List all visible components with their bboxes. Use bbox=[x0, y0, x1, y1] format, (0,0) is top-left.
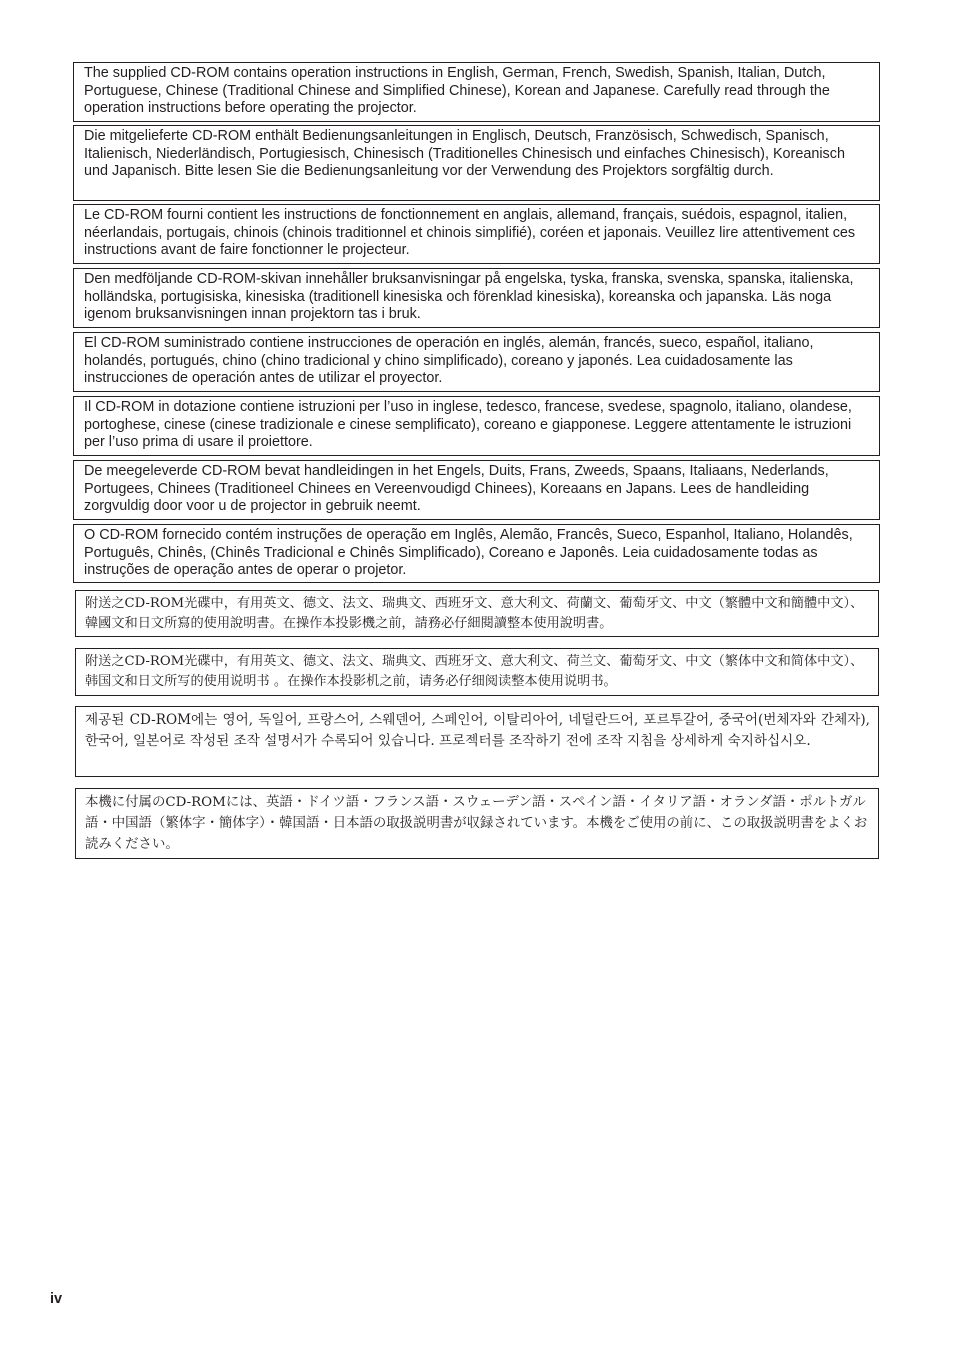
notice-dutch: De meegeleverde CD-ROM bevat handleidingen in het Engels, Duits, Frans, Zweeds, Spaans, Italiaans, Nederlands, Portugees, Chinees (Traditioneel Chinees en Vereenvoudigd Chinees), Koreaans en Japans. Lees de handleiding zorgvuldig door voor u de projector in gebruik neemt. bbox=[73, 460, 880, 520]
notice-japanese: 本機に付属のCD-ROMには、英語・ドイツ語・フランス語・スウェーデン語・スペイン語・イタリア語・オランダ語・ポルトガル語・中国語（繁体字・簡体字）・韓国語・日本語の取扱説明書が収録されています。本機をご使用の前に、この取扱説明書をよくお読みください。 bbox=[75, 788, 879, 859]
notice-traditional-chinese: 附送之CD-ROM光碟中，有用英文、德文、法文、瑞典文、西班牙文、意大利文、荷蘭文、葡萄牙文、中文（繁體中文和簡體中文）、韓國文和日文所寫的使用說明書。在操作本投影機之前，請務必仔細閱讀整本使用說明書。 bbox=[75, 590, 879, 637]
notice-korean: 제공된 CD-ROM에는 영어, 독일어, 프랑스어, 스웨덴어, 스페인어, 이탈리아어, 네덜란드어, 포르투갈어, 중국어(번체자와 간체자), 한국어, 일본어로 작성된 조작 설명서가 수록되어 있습니다. 프로젝터를 조작하기 전에 조작 지침을 상세하게 숙지하십시오. bbox=[75, 706, 879, 777]
notice-simplified-chinese: 附送之CD-ROM光碟中，有用英文、德文、法文、瑞典文、西班牙文、意大利文、荷兰文、葡萄牙文、中文（繁体中文和简体中文）、韩国文和日文所写的使用说明书 。在操作本投影机之前，请务必仔细阅读整本使用说明书。 bbox=[75, 648, 879, 696]
page-number: iv bbox=[50, 1291, 63, 1307]
notice-german: Die mitgelieferte CD-ROM enthält Bedienungsanleitungen in Englisch, Deutsch, Französisch, Schwedisch, Spanisch, Italienisch, Niederländisch, Portugiesisch, Chinesisch (Traditionelles Chinesisch und einfaches Chinesisch), Koreanisch und Japanisch. Bitte lesen Sie die Bedienungsanleitung vor der Verwendung des Projektors sorgfältig durch. bbox=[73, 125, 880, 201]
notice-swedish: Den medföljande CD-ROM-skivan innehåller bruksanvisningar på engelska, tyska, franska, svenska, spanska, italienska, holländska, portugisiska, kinesiska (traditionell kinesiska och förenklad kinesiska), koreanska och japanska. Läs noga igenom bruksanvisningen innan projektorn tas i bruk. bbox=[73, 268, 880, 328]
notice-english: The supplied CD-ROM contains operation instructions in English, German, French, Swedish, Spanish, Italian, Dutch, Portuguese, Chinese (Traditional Chinese and Simplified Chinese), Korean and Japanese. Carefully read through the operation instructions before operating the projector. bbox=[73, 62, 880, 122]
notice-italian: Il CD-ROM in dotazione contiene istruzioni per l’uso in inglese, tedesco, francese, svedese, spagnolo, italiano, olandese, portoghese, cinese (cinese tradizionale e cinese semplificato), coreano e giapponese. Leggere attentamente le istruzioni per l’uso prima di usare il proiettore. bbox=[73, 396, 880, 456]
notice-french: Le CD-ROM fourni contient les instructions de fonctionnement en anglais, allemand, français, suédois, espagnol, italien, néerlandais, portugais, chinois (chinois traditionnel et chinois simplifié), coréen et japonais. Veuillez lire attentivement ces instructions avant de faire fonctionner le projecteur. bbox=[73, 204, 880, 264]
notice-spanish: El CD-ROM suministrado contiene instrucciones de operación en inglés, alemán, francés, sueco, español, italiano, holandés, portugués, chino (chino tradicional y chino simplificado), coreano y japonés. Lea cuidadosamente las instrucciones de operación antes de utilizar el proyector. bbox=[73, 332, 880, 392]
notice-portuguese: O CD-ROM fornecido contém instruções de operação em Inglês, Alemão, Francês, Sueco, Espanhol, Italiano, Holandês, Português, Chinês, (Chinês Tradicional e Chinês Simplificado), Coreano e Japonês. Leia cuidadosamente todas as instruções de operação antes de operar o projetor. bbox=[73, 524, 880, 583]
